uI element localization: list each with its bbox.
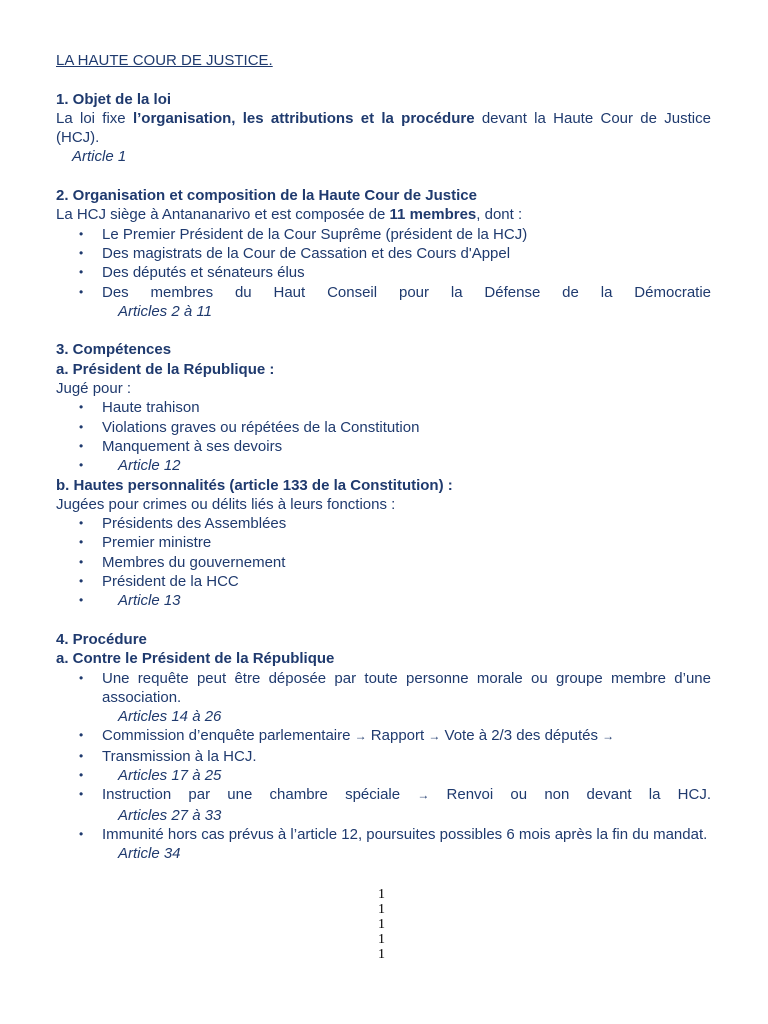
section-2-paragraph [56, 205, 711, 224]
list-item-with-article [102, 825, 711, 864]
s1-text-bold: l’organisation, les attributions et la procédure [132, 109, 475, 127]
spacer [56, 321, 711, 340]
section-procedure [56, 630, 711, 864]
s2-text-bold: 11 membres [389, 206, 477, 224]
list-item-with-article [102, 283, 711, 322]
document-title: LA HAUTE COUR DE JUSTICE. [56, 52, 273, 69]
item-article: Articles 17 à 25 [118, 766, 222, 784]
list-item-article [102, 766, 711, 785]
section-1-paragraph [56, 109, 711, 148]
section-3b-intro: Jugées pour crimes ou délits liés à leurs fonctions : [56, 495, 396, 513]
list-item-with-article [102, 785, 711, 825]
section-2-article: Articles 2 à 11 [118, 302, 212, 320]
item-article: Articles 14 à 26 [118, 708, 222, 726]
section-objet [56, 90, 711, 167]
s1-text-c: devant la Haute Cour de Justice (HCJ). [56, 109, 711, 147]
section-competences [56, 340, 711, 610]
list-item: • Des magistrats de la Cour de Cassation et des Cours d'Appel [102, 244, 711, 263]
page-number: 1 [378, 947, 385, 962]
item2-part-b: Rapport [366, 727, 429, 745]
item-article: Article 34 [118, 845, 181, 863]
item5-part-a: Instruction par une chambre spéciale [102, 786, 418, 804]
item-article: Articles 27 à 33 [118, 806, 222, 824]
section-3a-list [56, 398, 711, 475]
s2-text-c: , dont : [476, 206, 523, 224]
right-arrow-icon: → [417, 788, 430, 803]
list-item-article [102, 456, 711, 475]
list-item: • Premier ministre [102, 533, 711, 552]
section-3a-intro: Jugé pour : [56, 380, 132, 398]
section-organisation [56, 186, 711, 321]
list-item: • Présidents des Assemblées [102, 514, 711, 533]
list-item: • Des députés et sénateurs élus [102, 263, 711, 282]
page-number: 1 [378, 887, 385, 902]
item2-part-c: Vote à 2/3 des députés [440, 727, 603, 745]
spacer [56, 167, 711, 186]
s2-text-a: La HCJ siège à Antananarivo et est composée de [56, 206, 390, 224]
section-3a-heading: a. Président de la République : [56, 360, 275, 378]
list-item: • Le Premier Président de la Cour Suprême (président de la HCJ) [102, 225, 711, 244]
right-arrow-icon: → [354, 729, 367, 744]
section-2-heading: 2. Organisation et composition de la Haute Cour de Justice [56, 187, 477, 205]
right-arrow-icon: → [602, 729, 615, 744]
list-item: • Président de la HCC [102, 572, 711, 591]
list-item: • Transmission à la HCJ. [102, 747, 711, 766]
section-4-heading: 4. Procédure [56, 630, 147, 648]
list-item: • Manquement à ses devoirs [102, 437, 711, 456]
list-item: • Membres du gouvernement [102, 553, 711, 572]
section-4a-heading: a. Contre le Président de la République [56, 650, 335, 668]
page-number: 1 [378, 902, 385, 917]
list-item: • Violations graves ou répétées de la Constitution [102, 418, 711, 437]
section-1-heading: 1. Objet de la loi [56, 90, 172, 108]
list-item-text: • Immunité hors cas prévus à l’article 12, poursuites possibles 6 mois après la fin du mandat. [102, 825, 708, 843]
s1-text-a: La loi fixe [56, 109, 133, 127]
page-number: 1 [378, 932, 385, 947]
spacer [56, 611, 711, 630]
section-3b-heading: b. Hautes personnalités (article 133 de la Constitution) : [56, 476, 453, 494]
section-2-list [56, 225, 711, 321]
item5-part-b: Renvoi ou non devant la HCJ. [446, 786, 711, 804]
section-3-heading: 3. Compétences [56, 341, 172, 359]
document-page [56, 51, 711, 863]
list-item-text: • Une requête peut être déposée par toute personne morale ou groupe membre d’une association. [102, 669, 711, 706]
list-item [102, 726, 711, 746]
right-arrow-icon: → [428, 729, 441, 744]
section-3b-list [56, 514, 711, 610]
page-numbers [378, 887, 385, 962]
list-item: • Haute trahison [102, 398, 711, 417]
page-number: 1 [378, 917, 385, 932]
section-1-article: Article 1 [72, 148, 127, 166]
list-item-text [102, 785, 711, 805]
section-3a-article: Article 12 [118, 457, 181, 475]
list-item-with-article [102, 669, 711, 727]
section-4a-list [56, 669, 711, 864]
section-3b-article: Article 13 [118, 592, 181, 610]
item2-part-a: Commission d’enquête parlementaire [102, 727, 355, 745]
list-item-article [102, 591, 711, 610]
list-item-text: • Des membres du Haut Conseil pour la Défense de la Démocratie [102, 283, 711, 301]
